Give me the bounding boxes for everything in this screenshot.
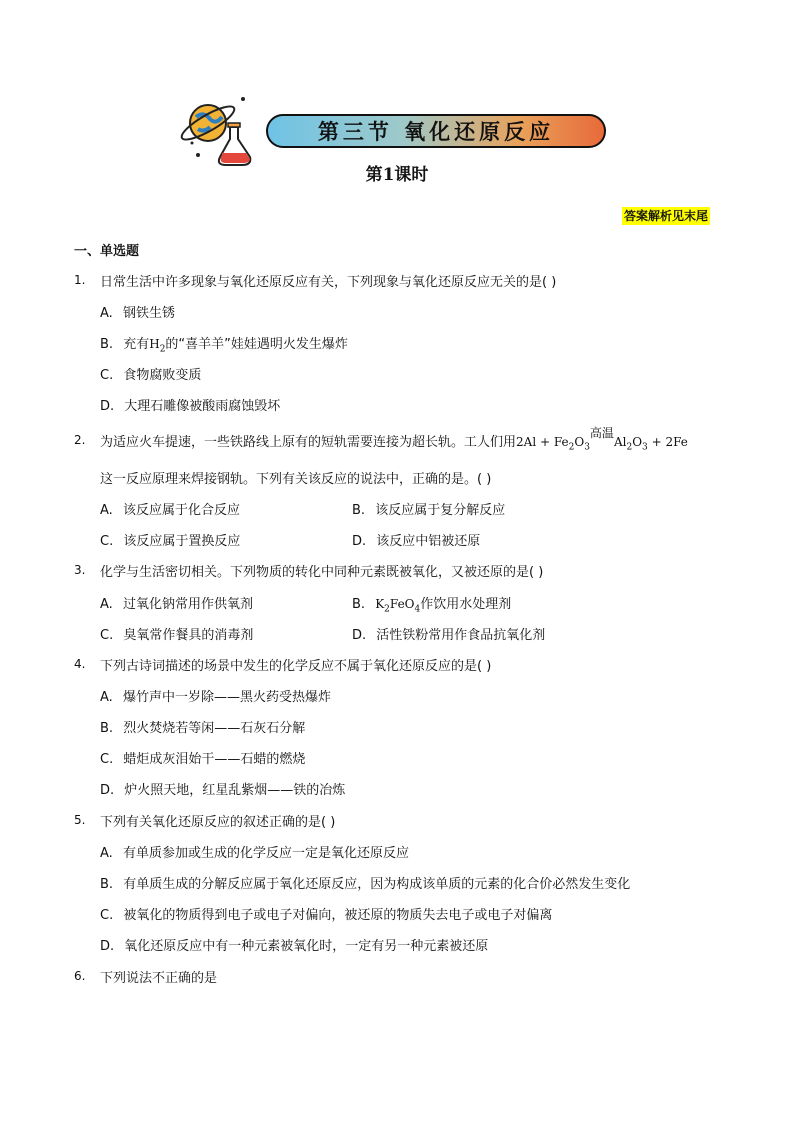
option-letter: B. — [352, 597, 366, 612]
answer-note: 答案解析见末尾 — [624, 209, 709, 223]
option — [352, 499, 505, 518]
option — [100, 302, 175, 321]
option-letter: B. — [100, 337, 114, 352]
option-letter: B. — [352, 503, 366, 518]
chapter-banner — [266, 114, 606, 148]
question-number: 6. — [74, 969, 86, 983]
question-number: 5. — [74, 813, 86, 827]
option-text: 大理石雕像被酸雨腐蚀毁坏 — [124, 399, 281, 414]
option — [100, 904, 552, 923]
option — [100, 499, 240, 518]
option — [100, 935, 488, 954]
option — [100, 686, 331, 705]
option-letter: D. — [100, 399, 115, 414]
question-stem: 下列古诗词描述的场景中发生的化学反应不属于氧化还原反应的是( ) — [100, 659, 492, 674]
lesson-subtitle: 第1课时 — [365, 165, 429, 185]
option-text: 有单质生成的分解反应属于氧化还原反应，因为构成该单质的元素的化合价必然发生变化 — [123, 877, 631, 892]
question-stem: 为适应火车提速，一些铁路线上原有的短轨需要连接为超长轨。工人们用$2Al + Fe_2O_3$高温$Al_2O_3 + 2Fe$ — [100, 426, 688, 453]
option — [100, 717, 305, 736]
option-text: 该反应属于复分解反应 — [375, 503, 506, 518]
question-number: 3. — [74, 563, 86, 577]
reaction-condition: 高温 — [589, 426, 614, 440]
option-letter: C. — [100, 752, 114, 767]
option-letter: D. — [352, 534, 367, 549]
option — [352, 624, 545, 643]
option-text: 食物腐败变质 — [123, 368, 202, 383]
question-stem: 日常生活中许多现象与氧化还原反应有关，下列现象与氧化还原反应无关的是( ) — [100, 275, 557, 290]
option-letter: A. — [100, 597, 113, 612]
question-number: 2. — [74, 433, 86, 447]
option — [100, 748, 305, 767]
option-letter: A. — [100, 503, 113, 518]
question-stem: 化学与生活密切相关。下列物质的转化中同种元素既被氧化，又被还原的是( ) — [100, 565, 544, 580]
question-number: 1. — [74, 273, 86, 287]
question-stem: 下列说法不正确的是 — [100, 971, 218, 986]
option-text: 爆竹声中一岁除——黑火药受热爆炸 — [122, 690, 331, 705]
option — [100, 593, 253, 612]
option — [100, 530, 240, 549]
chem-formula: $K_2FeO_4$ — [375, 597, 421, 615]
section-heading: 一、单选题 — [74, 244, 140, 259]
option-letter: C. — [100, 534, 114, 549]
chem-formula: $H_2$ — [149, 337, 166, 355]
option-text: 活性铁粉常用作食品抗氧化剂 — [376, 628, 546, 643]
option-letter: D. — [352, 628, 367, 643]
option-letter: C. — [100, 368, 114, 383]
option-text-tail: 的“喜羊羊”娃娃遇明火发生爆炸 — [165, 337, 348, 352]
chem-equation: $2Al + Fe_2O_3$高温$Al_2O_3 + 2Fe$ — [516, 426, 688, 453]
question-number: 4. — [74, 657, 86, 671]
option — [100, 333, 348, 354]
option-text: 被氧化的物质得到电子或电子对偏向，被还原的物质失去电子或电子对偏离 — [123, 908, 553, 923]
question-stem-line2: 这一反应原理来焊接钢轨。下列有关该反应的说法中，正确的是。( ) — [100, 472, 492, 487]
option-letter: C. — [100, 628, 114, 643]
option-text: 臭氧常作餐具的消毒剂 — [123, 628, 254, 643]
option — [100, 779, 345, 798]
option-text: 过氧化钠常用作供氧剂 — [122, 597, 253, 612]
option — [100, 873, 630, 892]
option-text: 该反应中铝被还原 — [376, 534, 481, 549]
option — [352, 530, 480, 549]
option — [100, 624, 253, 643]
option-letter: A. — [100, 846, 113, 861]
option — [352, 593, 511, 614]
option — [100, 364, 201, 383]
option-letter: D. — [100, 939, 115, 954]
banner-title: 第三节 氧化还原反应 — [317, 119, 555, 144]
chemistry-logo-icon — [180, 95, 260, 170]
option-letter: D. — [100, 783, 115, 798]
option-text-tail: 作饮用水处理剂 — [420, 597, 512, 612]
option-text: 钢铁生锈 — [122, 306, 175, 321]
option-text: 炉火照天地，红星乱紫烟——铁的冶炼 — [124, 783, 346, 798]
option-text: 充有 — [123, 337, 150, 352]
option — [100, 842, 409, 861]
option-letter: C. — [100, 908, 114, 923]
question-stem: 下列有关氧化还原反应的叙述正确的是( ) — [100, 815, 336, 830]
option-text: 烈火焚烧若等闲——石灰石分解 — [123, 721, 306, 736]
option-letter: A. — [100, 690, 113, 705]
option-letter: B. — [100, 721, 114, 736]
option-text: 有单质参加或生成的化学反应一定是氧化还原反应 — [122, 846, 409, 861]
option-letter: A. — [100, 306, 113, 321]
option-text: 该反应属于置换反应 — [123, 534, 241, 549]
option-text: 蜡炬成灰泪始干——石蜡的燃烧 — [123, 752, 306, 767]
option-letter: B. — [100, 877, 114, 892]
option — [100, 395, 280, 414]
option-text: 该反应属于化合反应 — [122, 503, 240, 518]
option-text: 氧化还原反应中有一种元素被氧化时，一定有另一种元素被还原 — [124, 939, 489, 954]
